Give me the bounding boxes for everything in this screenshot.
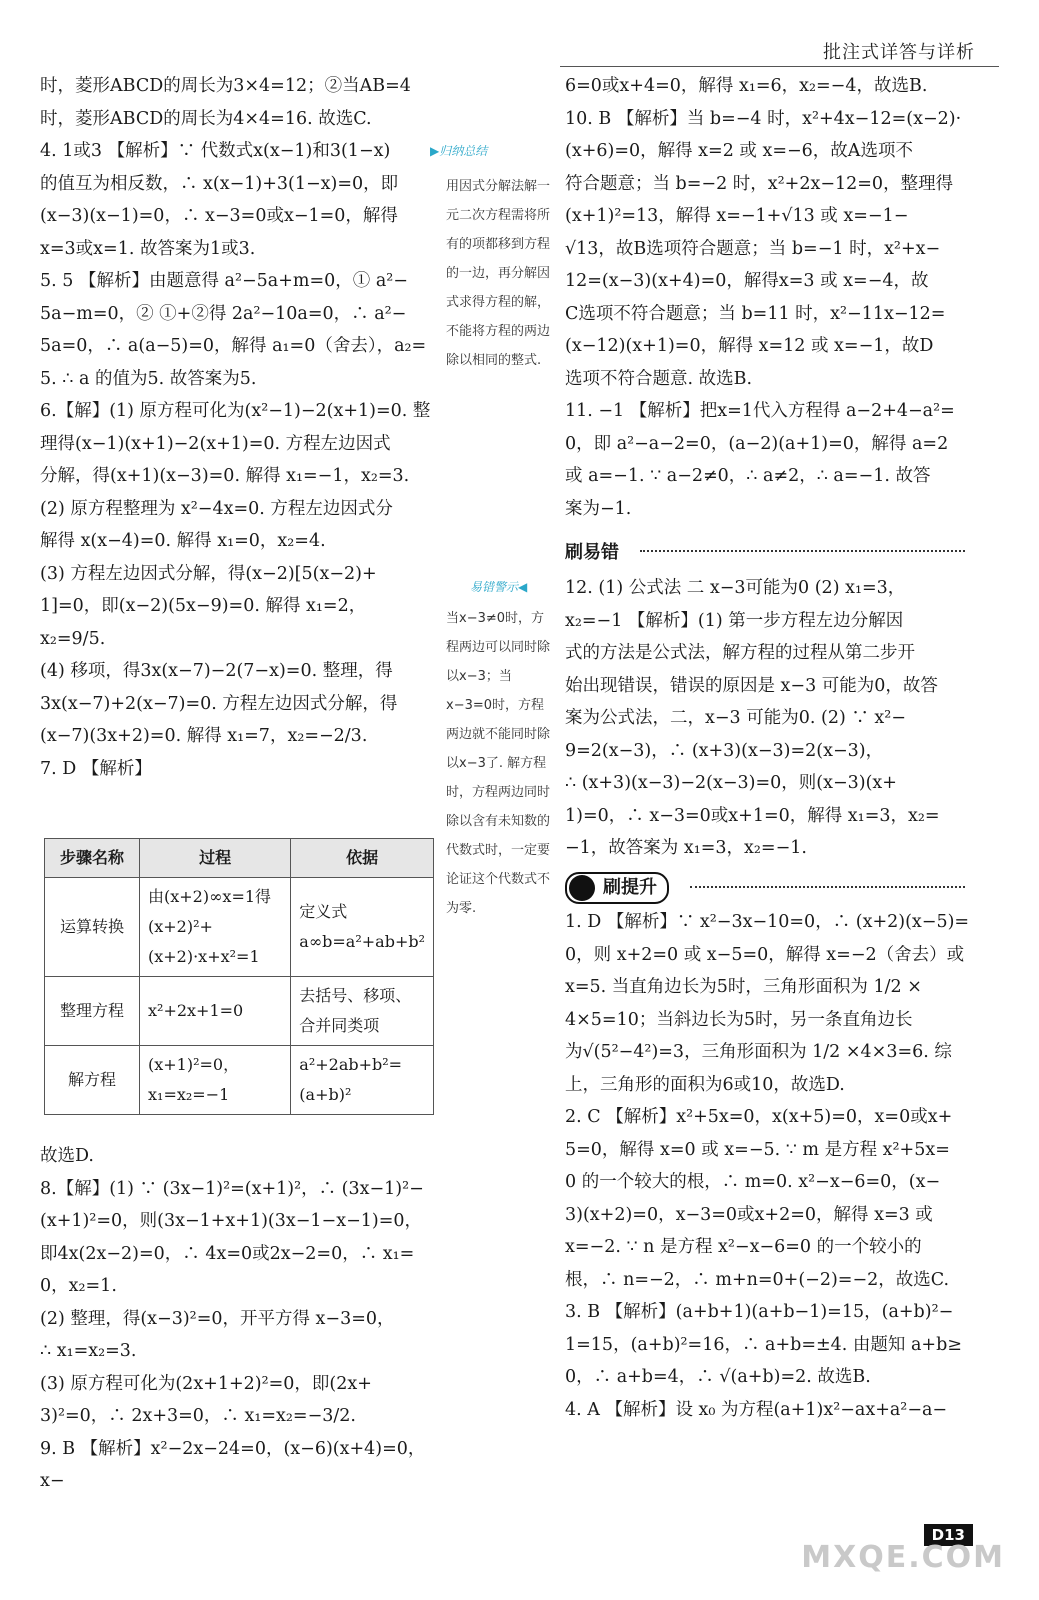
text-line: 0，x₂=1. (40, 1276, 117, 1296)
text-line: 符合题意；当 b=−2 时，x²+2x−12=0，整理得 (565, 173, 954, 194)
table-row (45, 977, 434, 1046)
text-line: (3) 原方程可化为(2x+1+2)²=0，即(2x+ (40, 1373, 372, 1394)
text-line: 选项不符合题意. 故选B. (565, 368, 753, 389)
table-cell: 解方程 (45, 1046, 140, 1115)
text-line: 案为−1. (565, 498, 632, 519)
table-cell: 去括号、移项、合并同类项 (291, 977, 434, 1046)
text-line: 6=0或x+4=0，解得 x₁=6，x₂=−4，故选B. (565, 76, 928, 96)
watermark: MXQE.COM (801, 1540, 1005, 1575)
text-line: 0，即 a²−a−2=0，(a−2)(a+1)=0，解得 a=2 (565, 433, 949, 454)
text-line: 根，∴ n=−2，∴ m+n=0+(−2)=−2，故选C. (565, 1269, 950, 1290)
text-line: 0，∴ a+b=4，∴ √(a+b)=2. 故选B. (565, 1367, 871, 1387)
text-line: √13，故B选项符合题意；当 b=−1 时，x²+x− (565, 238, 941, 259)
text-line: x=−2. ∵ n 是方程 x²−x−6=0 的一个较小的 (565, 1237, 922, 1257)
table-cell: a²+2ab+b²=(a+b)² (291, 1046, 434, 1115)
section-badge-improve (565, 872, 669, 904)
text-line: 1=15，(a+b)²=16，∴ a+b=±4. 由题知 a+b≥ (565, 1334, 962, 1355)
text-line: ∴ (x+3)(x−3)−2(x−3)=0，则(x−3)(x+ (565, 773, 897, 793)
table-header-cell: 步骤名称 (45, 839, 140, 878)
right-text-block-b (565, 572, 975, 865)
text-line: (2) 原方程整理为 x²−4x=0. 方程左边因式分 (40, 498, 393, 519)
text-line: 案为公式法，二，x−3 可能为0. (2) ∵ x²− (565, 708, 906, 728)
section-divider-dots (690, 886, 965, 888)
table-cell: 由(x+2)∞x=1得 (x+2)²+(x+2)·x+x²=1 (140, 878, 291, 977)
text-line: 3x(x−7)+2(x−7)=0. 方程左边因式分解，得 (40, 693, 398, 714)
badge-circle-icon (569, 875, 595, 901)
text-line: 10. B 【解析】当 b=−4 时，x²+4x−12=(x−2)· (565, 108, 962, 129)
left-text-block (40, 70, 435, 785)
note-tag-warning: 易错警示◀ (470, 580, 528, 594)
text-line: 12=(x−3)(x+4)=0，解得x=3 或 x=−4，故 (565, 271, 929, 291)
text-line: 3. B 【解析】(a+b+1)(a+b−1)=15，(a+b)²− (565, 1302, 954, 1322)
table-cell: 整理方程 (45, 977, 140, 1046)
text-line: 上，三角形的面积为6或10，故选D. (565, 1074, 845, 1095)
text-line: 4. 1或3 【解析】∵ 代数式x(x−1)和3(1−x) (40, 141, 391, 161)
text-line: x₂=9/5. (40, 628, 106, 649)
text-line: 或 a=−1. ∵ a−2≠0，∴ a≠2，∴ a=−1. 故答 (565, 466, 931, 486)
text-line: 4. A 【解析】设 x₀ 为方程(a+1)x²−ax+a²−a− (565, 1399, 948, 1420)
side-note-summary: 用因式分解法解一元二次方程需将所有的项都移到方程的一边，再分解因式求得方程的解，不能将方程的两边除以相同的整式. (446, 179, 551, 368)
text-line: 5a=0，∴ a(a−5)=0，解得 a₁=0（舍去），a₂= (40, 336, 427, 356)
text-line: 为√(5²−4²)=3，三角形面积为 1/2 ×4×3=6. 综 (565, 1042, 952, 1062)
section-divider-dots (640, 550, 965, 552)
text-line: 理得(x−1)(x+1)−2(x+1)=0. 方程左边因式 (40, 433, 391, 454)
table-row (45, 878, 434, 977)
text-line: −1，故答案为 x₁=3，x₂=−1. (565, 838, 807, 858)
table-header-row (45, 839, 434, 878)
text-line: 9=2(x−3)，∴ (x+3)(x−3)=2(x−3)， (565, 740, 884, 761)
text-line: (x+1)²=0，则(3x−1+x+1)(3x−1−x−1)=0， (40, 1211, 423, 1231)
text-line: 8.【解】(1) ∵ (3x−1)²=(x+1)²，∴ (3x−1)²− (40, 1178, 424, 1199)
side-note-warning: 当x−3≠0时，方程两边可以同时除以x−3；当x−3=0时，方程两边就不能同时除以x−3了. 解方程时，方程两边同时除以含有未知数的代数式时，一定要论证这个代数式不为零. (446, 611, 551, 916)
text-line: (x−7)(3x+2)=0. 解得 x₁=7，x₂=−2/3. (40, 726, 368, 746)
text-line: 3)(x+2)=0，x−3=0或x+2=0，解得 x=3 或 (565, 1204, 933, 1225)
table-header-cell: 依据 (291, 839, 434, 878)
text-line: 5a−m=0，② ①+②得 2a²−10a=0，∴ a²− (40, 303, 407, 324)
header-rule (560, 66, 999, 67)
section-title-improve: 刷提升 (603, 877, 657, 898)
right-text-block-c (565, 906, 975, 1426)
text-line: 4×5=10；当斜边长为5时，另一条直角边长 (565, 1009, 913, 1030)
text-line: 即4x(2x−2)=0，∴ 4x=0或2x−2=0，∴ x₁= (40, 1243, 415, 1264)
text-line: 9. B 【解析】x²−2x−24=0，(x−6)(x+4)=0，x− (40, 1438, 426, 1491)
table-header-cell: 过程 (140, 839, 291, 878)
text-line: 分解，得(x+1)(x−3)=0. 解得 x₁=−1，x₂=3. (40, 466, 410, 486)
text-line: x=3或x=1. 故答案为1或3. (40, 238, 256, 259)
page-number: D13 (924, 1524, 973, 1546)
right-text-block-a (565, 70, 975, 525)
text-line: 7. D 【解析】 (40, 758, 152, 779)
text-line: (x−12)(x+1)=0，解得 x=12 或 x=−1，故D (565, 336, 934, 356)
text-line: 解得 x(x−4)=0. 解得 x₁=0，x₂=4. (40, 531, 326, 551)
text-line: 5. ∴ a 的值为5. 故答案为5. (40, 368, 257, 389)
note-tag-summary: ▶归纳总结 (430, 144, 488, 158)
text-line: x=5. 当直角边长为5时，三角形面积为 1/2 × (565, 977, 922, 997)
text-line: 1. D 【解析】∵ x²−3x−10=0，∴ (x+2)(x−5)= (565, 912, 970, 932)
table-cell: 运算转换 (45, 878, 140, 977)
table-cell: 定义式 a∞b=a²+ab+b² (291, 878, 434, 977)
text-line: 的值互为相反数，∴ x(x−1)+3(1−x)=0，即 (40, 173, 399, 194)
text-line: (x−3)(x−1)=0，∴ x−3=0或x−1=0，解得 (40, 206, 398, 226)
table-row (45, 1046, 434, 1115)
text-line: 式的方法是公式法，解方程的过程从第二步开 (565, 643, 915, 663)
text-line: 1)=0，∴ x−3=0或x+1=0，解得 x₁=3，x₂= (565, 805, 940, 826)
text-line: 5. 5 【解析】由题意得 a²−5a+m=0，① a²− (40, 271, 408, 291)
text-line: 时，菱形ABCD的周长为4×4=16. 故选C. (40, 108, 372, 129)
text-line: 0，则 x+2=0 或 x−5=0，解得 x=−2（舍去）或 (565, 944, 965, 965)
text-line: (4) 移项，得3x(x−7)−2(7−x)=0. 整理，得 (40, 661, 393, 681)
table-cell: (x+1)²=0，x₁=x₂=−1 (140, 1046, 291, 1115)
text-line: 2. C 【解析】x²+5x=0，x(x+5)=0，x=0或x+ (565, 1107, 953, 1127)
text-line: 0 的一个较大的根，∴ m=0. x²−x−6=0，(x− (565, 1172, 941, 1192)
text-line: 故选D. (40, 1146, 94, 1166)
left-column (40, 70, 435, 785)
text-line: 12. (1) 公式法 二 x−3可能为0 (2) x₁=3， (565, 578, 906, 598)
steps-table (44, 838, 434, 1115)
text-line: (x+1)²=13，解得 x=−1+√13 或 x=−1− (565, 206, 909, 226)
text-line: 3)²=0，∴ 2x+3=0，∴ x₁=x₂=−3/2. (40, 1406, 356, 1426)
text-line: C选项不符合题意；当 b=11 时，x²−11x−12= (565, 303, 946, 324)
text-line: (x+6)=0，解得 x=2 或 x=−6，故A选项不 (565, 141, 913, 161)
table-cell: x²+2x+1=0 (140, 977, 291, 1046)
text-line: 6.【解】(1) 原方程可化为(x²−1)−2(x+1)=0. 整 (40, 401, 431, 421)
text-line: x₂=−1 【解析】(1) 第一步方程左边分解因 (565, 610, 904, 631)
text-line: (2) 整理，得(x−3)²=0，开平方得 x−3=0， (40, 1308, 395, 1329)
text-line: 1]=0，即(x−2)(5x−9)=0. 解得 x₁=2， (40, 596, 367, 616)
page-header-title: 批注式详答与详析 (823, 42, 975, 63)
text-line: 11. −1 【解析】把x=1代入方程得 a−2+4−a²= (565, 401, 955, 421)
section-title-errors: 刷易错 (565, 542, 619, 563)
text-line: 始出现错误，错误的原因是 x−3 可能为0，故答 (565, 675, 938, 696)
text-line: 时，菱形ABCD的周长为3×4=12；②当AB=4 (40, 76, 411, 96)
text-line: (3) 方程左边因式分解，得(x−2)[5(x−2)+ (40, 563, 377, 584)
text-line: 5=0，解得 x=0 或 x=−5. ∵ m 是方程 x²+5x= (565, 1139, 950, 1160)
text-line: ∴ x₁=x₂=3. (40, 1341, 137, 1361)
left-text-block-after-table (40, 1140, 435, 1498)
